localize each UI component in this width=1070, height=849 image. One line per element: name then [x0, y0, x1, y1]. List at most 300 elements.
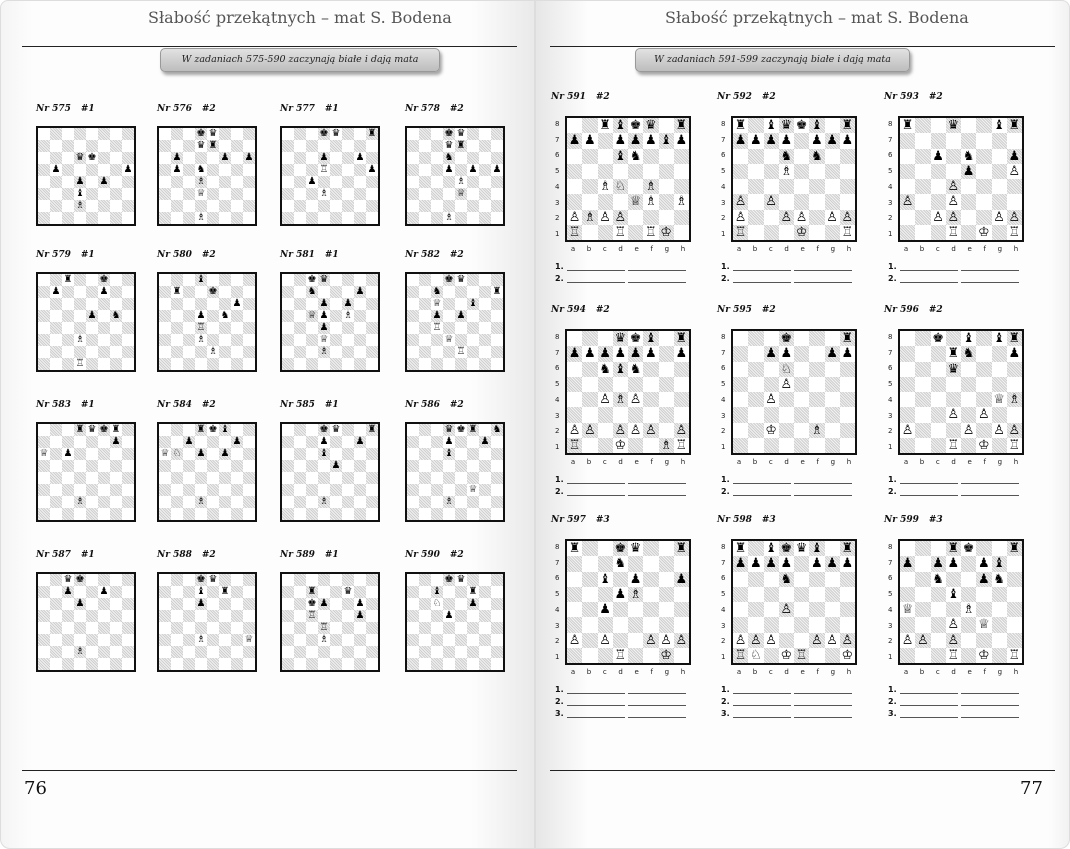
- rank-label: 8: [888, 332, 893, 341]
- board-square: [455, 658, 467, 670]
- board-square: [479, 622, 491, 634]
- board-square: [38, 128, 50, 140]
- board-square: [643, 194, 658, 209]
- answer-line: [721, 709, 852, 718]
- white-bishop-icon: ♗: [319, 496, 329, 507]
- file-label: c: [602, 668, 607, 676]
- board-square: [50, 574, 62, 586]
- board-square: [50, 472, 62, 484]
- board-square: [764, 633, 779, 648]
- board-square: [330, 508, 342, 520]
- board-square: [243, 472, 255, 484]
- board-square: [306, 128, 318, 140]
- board-square: [243, 152, 255, 164]
- board-square: [342, 176, 354, 188]
- answer-line-label: 2.: [555, 487, 564, 496]
- puzzle-number: Nr 581: [280, 250, 315, 260]
- board-square: [674, 133, 689, 148]
- board-square: [282, 322, 294, 334]
- board-square: [282, 176, 294, 188]
- black-queen-icon: ♛: [456, 274, 466, 285]
- board-square: [306, 622, 318, 634]
- board-square: [961, 633, 976, 648]
- board-square: [407, 598, 419, 610]
- black-pawn-icon: ♟: [599, 602, 611, 618]
- black-pawn-icon: ♟: [734, 133, 747, 149]
- board-square: [419, 472, 431, 484]
- black-bishop-icon: ♝: [75, 188, 85, 199]
- board-square: [342, 484, 354, 496]
- board-square: [318, 622, 330, 634]
- board-square: [110, 448, 122, 460]
- board-square: [50, 152, 62, 164]
- board-square: [110, 286, 122, 298]
- board-square: [900, 331, 915, 346]
- board-square: [318, 436, 330, 448]
- board-square: [976, 572, 991, 587]
- board-square: [659, 617, 674, 632]
- board-square: [825, 179, 840, 194]
- board-square: [306, 508, 318, 520]
- board-square: [567, 210, 582, 225]
- white-pawn-icon: ♙: [765, 632, 777, 648]
- board-square: [183, 200, 195, 212]
- board-square: [407, 212, 419, 224]
- board-square: [159, 496, 171, 508]
- board-square: [840, 572, 855, 587]
- board-square: [62, 188, 74, 200]
- board-square: [62, 436, 74, 448]
- chess-board: [898, 539, 1024, 665]
- white-knight-icon: ♘: [780, 361, 793, 377]
- board-square: [809, 556, 824, 571]
- board-square: [38, 164, 50, 176]
- board-square: [643, 164, 658, 179]
- board-square: [171, 346, 183, 358]
- white-rook-icon: ♖: [319, 164, 329, 175]
- board-square: [159, 274, 171, 286]
- board-square: [659, 633, 674, 648]
- board-square: [171, 128, 183, 140]
- board-square: [243, 448, 255, 460]
- board-square: [598, 648, 613, 663]
- board-square: [231, 634, 243, 646]
- board-square: [764, 572, 779, 587]
- board-square: [159, 658, 171, 670]
- answer-line-label: 2.: [888, 274, 897, 283]
- black-rook-icon: ♜: [841, 541, 854, 557]
- board-square: [366, 574, 378, 586]
- board-square: [479, 212, 491, 224]
- board-square: [183, 286, 195, 298]
- rank-labels: [888, 116, 892, 242]
- board-square: [342, 286, 354, 298]
- board-square: [748, 346, 763, 361]
- board-square: [62, 212, 74, 224]
- board-square: [674, 392, 689, 407]
- chess-board: [405, 126, 505, 226]
- board-square: [455, 448, 467, 460]
- board-square: [219, 200, 231, 212]
- board-square: [467, 424, 479, 436]
- board-square: [38, 322, 50, 334]
- board-square: [330, 200, 342, 212]
- answer-blank: [961, 477, 1019, 484]
- board-square: [86, 200, 98, 212]
- board-square: [809, 179, 824, 194]
- rank-label: 7: [888, 348, 893, 357]
- board-square: [613, 118, 628, 133]
- board-square: [976, 438, 991, 453]
- board-square: [467, 622, 479, 634]
- board-square: [366, 140, 378, 152]
- board-square: [431, 634, 443, 646]
- white-bishop-icon: ♗: [584, 209, 596, 225]
- board-square: [171, 658, 183, 670]
- rank-label: 6: [721, 151, 726, 160]
- board-square: [455, 152, 467, 164]
- board-square: [479, 448, 491, 460]
- board-square: [62, 310, 74, 322]
- white-bishop-icon: ♗: [208, 346, 218, 357]
- black-bishop-icon: ♝: [220, 424, 230, 435]
- board-square: [231, 200, 243, 212]
- board-square: [443, 646, 455, 658]
- board-square: [840, 617, 855, 632]
- rank-label: 5: [721, 380, 726, 389]
- board-square: [62, 574, 74, 586]
- board-square: [74, 176, 86, 188]
- answer-line-label: 1.: [888, 262, 897, 271]
- board-square: [794, 377, 809, 392]
- board-square: [915, 423, 930, 438]
- board-square: [825, 377, 840, 392]
- board-square: [946, 392, 961, 407]
- black-king-icon: ♚: [208, 424, 218, 435]
- board-square: [1007, 225, 1022, 240]
- board-square: [748, 331, 763, 346]
- board-square: [231, 460, 243, 472]
- file-label: a: [570, 245, 576, 253]
- board-square: [294, 496, 306, 508]
- black-knight-icon: ♞: [111, 310, 121, 321]
- rank-labels: [721, 329, 725, 455]
- board-square: [330, 286, 342, 298]
- board-square: [794, 164, 809, 179]
- board-square: [171, 448, 183, 460]
- board-square: [915, 617, 930, 632]
- board-square: [443, 164, 455, 176]
- black-pawn-icon: ♟: [765, 346, 777, 362]
- board-square: [159, 152, 171, 164]
- board-square: [598, 194, 613, 209]
- board-square: [431, 200, 443, 212]
- board-square: [992, 346, 1007, 361]
- board-square: [479, 586, 491, 598]
- white-queen-icon: ♕: [629, 194, 642, 210]
- board-square: [643, 423, 658, 438]
- board-square: [467, 310, 479, 322]
- board-square: [467, 634, 479, 646]
- board-square: [1007, 648, 1022, 663]
- board-square: [567, 556, 582, 571]
- board-square: [231, 212, 243, 224]
- mate-in-moves: #1: [80, 250, 95, 260]
- board-square: [330, 460, 342, 472]
- board-square: [613, 194, 628, 209]
- board-square: [976, 602, 991, 617]
- answer-line: [555, 262, 686, 271]
- board-square: [282, 610, 294, 622]
- board-square: [915, 331, 930, 346]
- board-square: [330, 496, 342, 508]
- board-square: [219, 622, 231, 634]
- board-square: [643, 438, 658, 453]
- black-bishop-icon: ♝: [468, 298, 478, 309]
- rank-label: 2: [555, 427, 560, 436]
- answer-line-label: 1.: [555, 685, 564, 694]
- board-square: [195, 200, 207, 212]
- black-pawn-icon: ♟: [220, 448, 230, 459]
- board-square: [467, 358, 479, 370]
- answer-blank: [794, 699, 852, 706]
- white-pawn-icon: ♙: [826, 632, 838, 648]
- page-header: Słabość przekątnych – mat S. Bodena: [148, 8, 452, 27]
- board-square: [318, 212, 330, 224]
- board-square: [171, 212, 183, 224]
- board-square: [961, 587, 976, 602]
- board-square: [294, 310, 306, 322]
- board-square: [491, 298, 503, 310]
- answer-blank: [900, 711, 958, 718]
- board-square: [825, 133, 840, 148]
- board-square: [195, 424, 207, 436]
- black-pawn-icon: ♟: [614, 586, 627, 602]
- answer-blank: [961, 264, 1019, 271]
- board-square: [159, 310, 171, 322]
- board-square: [110, 128, 122, 140]
- board-square: [50, 496, 62, 508]
- board-square: [50, 346, 62, 358]
- board-square: [443, 436, 455, 448]
- black-rook-icon: ♜: [1008, 541, 1021, 557]
- board-square: [171, 598, 183, 610]
- black-pawn-icon: ♟: [826, 556, 838, 572]
- rank-label: 2: [721, 214, 726, 223]
- board-square: [613, 602, 628, 617]
- rank-labels: [888, 329, 892, 455]
- board-square: [794, 133, 809, 148]
- board-square: [431, 358, 443, 370]
- board-square: [110, 622, 122, 634]
- board-square: [183, 574, 195, 586]
- board-square: [582, 407, 597, 422]
- board-square: [915, 225, 930, 240]
- board-square: [98, 298, 110, 310]
- black-pawn-icon: ♟: [826, 346, 838, 362]
- board-square: [306, 358, 318, 370]
- board-square: [443, 128, 455, 140]
- board-square: [282, 346, 294, 358]
- board-square: [98, 460, 110, 472]
- board-square: [567, 407, 582, 422]
- board-square: [491, 334, 503, 346]
- black-king-icon: ♚: [208, 286, 218, 297]
- file-label: c: [935, 245, 940, 253]
- board-square: [431, 586, 443, 598]
- answer-line: [888, 274, 1019, 283]
- board-square: [659, 346, 674, 361]
- board-square: [992, 362, 1007, 377]
- black-pawn-icon: ♟: [568, 133, 581, 149]
- answer-line-label: 2.: [721, 697, 730, 706]
- board-square: [98, 200, 110, 212]
- board-square: [122, 574, 134, 586]
- white-queen-icon: ♕: [39, 448, 49, 459]
- white-rook-icon: ♖: [75, 358, 85, 369]
- black-king-icon: ♚: [962, 541, 975, 557]
- board-square: [567, 423, 582, 438]
- puzzle-title: [405, 400, 464, 410]
- board-square: [366, 212, 378, 224]
- board-square: [733, 149, 748, 164]
- white-pawn-icon: ♙: [947, 179, 960, 195]
- rank-label: 6: [555, 151, 560, 160]
- board-square: [915, 602, 930, 617]
- board-square: [231, 334, 243, 346]
- board-square: [779, 210, 794, 225]
- white-queen-icon: ♕: [432, 298, 442, 309]
- puzzle-number: Nr 587: [36, 550, 71, 560]
- board-square: [86, 334, 98, 346]
- white-queen-icon: ♕: [444, 334, 454, 345]
- board-square: [748, 179, 763, 194]
- mate-in-moves: #3: [595, 515, 610, 525]
- board-square: [455, 610, 467, 622]
- white-knight-icon: ♘: [172, 448, 182, 459]
- board-square: [794, 541, 809, 556]
- board-square: [294, 436, 306, 448]
- rank-label: 5: [721, 590, 726, 599]
- file-label: h: [846, 458, 852, 466]
- board-square: [976, 362, 991, 377]
- board-square: [467, 448, 479, 460]
- board-square: [74, 508, 86, 520]
- board-square: [779, 225, 794, 240]
- board-square: [992, 556, 1007, 571]
- board-square: [110, 334, 122, 346]
- white-pawn-icon: ♙: [901, 422, 914, 438]
- board-square: [613, 225, 628, 240]
- board-square: [110, 298, 122, 310]
- file-label: e: [634, 668, 639, 676]
- board-square: [976, 179, 991, 194]
- board-square: [342, 322, 354, 334]
- board-square: [98, 610, 110, 622]
- board-square: [98, 274, 110, 286]
- black-bishop-icon: ♝: [811, 118, 823, 134]
- board-square: [431, 176, 443, 188]
- board-square: [491, 646, 503, 658]
- board-square: [207, 298, 219, 310]
- board-square: [318, 634, 330, 646]
- board-square: [231, 598, 243, 610]
- board-square: [294, 460, 306, 472]
- board-square: [294, 346, 306, 358]
- board-square: [674, 617, 689, 632]
- board-square: [407, 484, 419, 496]
- white-bishop-icon: ♗: [75, 200, 85, 211]
- board-square: [38, 140, 50, 152]
- board-square: [915, 648, 930, 663]
- white-bishop-icon: ♗: [811, 422, 823, 438]
- board-square: [467, 484, 479, 496]
- black-rook-icon: ♜: [307, 586, 317, 597]
- board-square: [455, 334, 467, 346]
- white-bishop-icon: ♗: [319, 634, 329, 645]
- board-square: [840, 407, 855, 422]
- board-square: [86, 622, 98, 634]
- board-square: [946, 118, 961, 133]
- black-pawn-icon: ♟: [675, 346, 688, 362]
- board-square: [183, 310, 195, 322]
- board-square: [183, 634, 195, 646]
- board-square: [598, 346, 613, 361]
- board-square: [306, 310, 318, 322]
- board-square: [122, 176, 134, 188]
- board-square: [306, 200, 318, 212]
- board-square: [915, 118, 930, 133]
- board-square: [491, 358, 503, 370]
- board-square: [419, 358, 431, 370]
- white-pawn-icon: ♙: [734, 632, 747, 648]
- board-square: [207, 460, 219, 472]
- file-label: f: [983, 458, 986, 466]
- board-square: [455, 508, 467, 520]
- board-square: [976, 194, 991, 209]
- board-square: [219, 286, 231, 298]
- board-square: [992, 194, 1007, 209]
- black-pawn-icon: ♟: [811, 133, 823, 149]
- black-pawn-icon: ♟: [172, 152, 182, 163]
- board-square: [900, 648, 915, 663]
- board-square: [567, 392, 582, 407]
- file-label: h: [1013, 668, 1019, 676]
- puzzle-number: Nr 598: [717, 515, 752, 525]
- white-queen-icon: ♕: [307, 310, 317, 321]
- answer-line-label: 2.: [721, 274, 730, 283]
- board-square: [443, 188, 455, 200]
- board-square: [976, 149, 991, 164]
- board-square: [407, 658, 419, 670]
- white-rook-icon: ♖: [196, 322, 206, 333]
- board-square: [159, 634, 171, 646]
- board-square: [366, 586, 378, 598]
- board-square: [86, 658, 98, 670]
- board-square: [491, 322, 503, 334]
- board-square: [419, 310, 431, 322]
- board-square: [318, 310, 330, 322]
- file-label: g: [997, 668, 1003, 676]
- board-square: [961, 541, 976, 556]
- board-square: [171, 334, 183, 346]
- puzzle-title: [717, 305, 776, 315]
- board-square: [306, 610, 318, 622]
- black-rook-icon: ♜: [841, 118, 854, 134]
- board-square: [1007, 556, 1022, 571]
- board-square: [38, 472, 50, 484]
- board-square: [628, 225, 643, 240]
